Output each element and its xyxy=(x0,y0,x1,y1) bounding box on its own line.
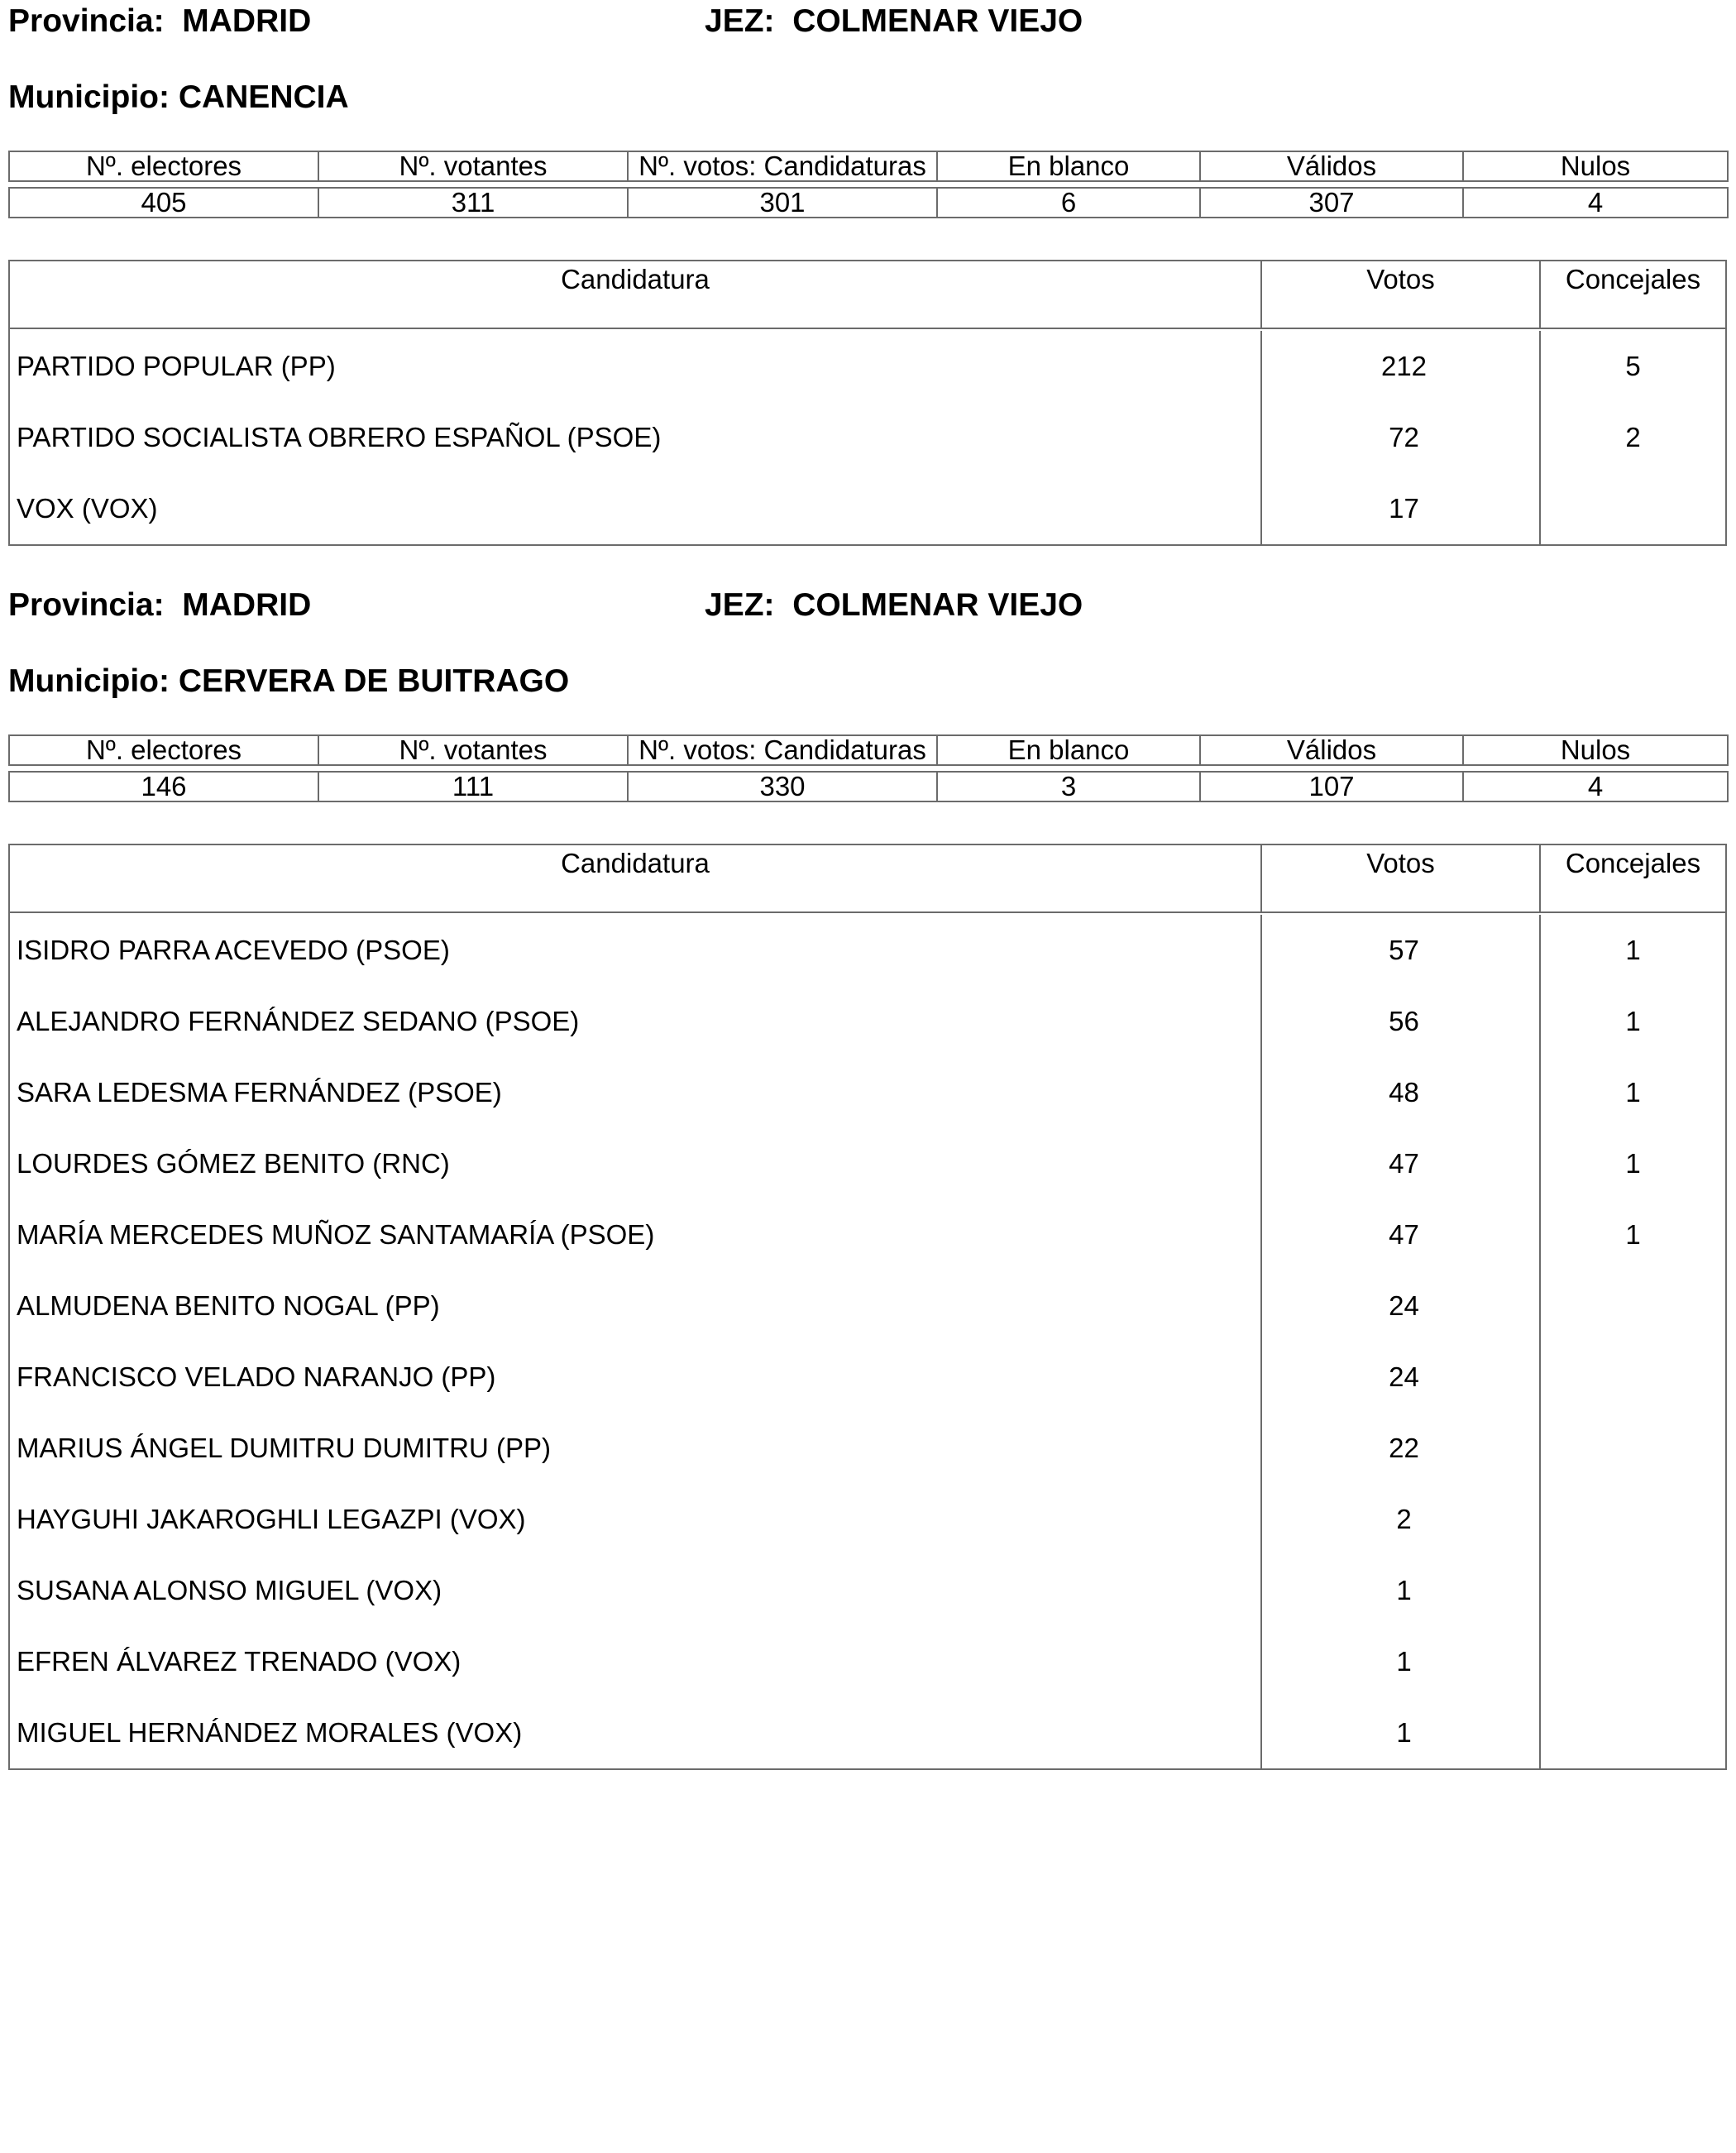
municipio-value: CERVERA DE BUITRAGO xyxy=(178,663,570,699)
stats-en-blanco: 6 xyxy=(937,188,1200,218)
candidatura-concejales xyxy=(1541,1484,1725,1555)
table-row xyxy=(10,1057,1725,1128)
stats-table xyxy=(8,151,1729,218)
candidatura-name: ALEJANDRO FERNÁNDEZ SEDANO (PSOE) xyxy=(10,986,1262,1057)
stats-header-validos: Válidos xyxy=(1200,735,1463,765)
provincia-label: Provincia: xyxy=(8,3,165,39)
municipio-section-cervera-de-buitrago xyxy=(8,584,1727,1775)
candidatura-votos: 1 xyxy=(1262,1697,1541,1768)
candidatura-concejales: 1 xyxy=(1625,1148,1641,1179)
candidatura-name: MARÍA MERCEDES MUÑOZ SANTAMARÍA (PSOE) xyxy=(10,1199,1262,1270)
candidatura-concejales xyxy=(1541,1413,1725,1484)
candidatura-name: MARIUS ÁNGEL DUMITRU DUMITRU (PP) xyxy=(10,1413,1262,1484)
table-row xyxy=(10,331,1725,402)
candidatura-concejales: 2 xyxy=(1625,422,1641,452)
candidatura-votos: 1 xyxy=(1262,1626,1541,1697)
table-row xyxy=(10,1555,1725,1626)
stats-header-votantes: Nº. votantes xyxy=(318,735,628,765)
header-votos: Votos xyxy=(1262,261,1541,328)
table-row xyxy=(10,1484,1725,1555)
header-concejales: Concejales xyxy=(1565,848,1701,878)
candidatura-concejales xyxy=(1541,1626,1725,1697)
candidatura-votos: 57 xyxy=(1262,915,1541,986)
table-row xyxy=(10,1342,1725,1413)
stats-votantes: 111 xyxy=(318,772,628,801)
stats-validos: 307 xyxy=(1200,188,1463,218)
candidatura-concejales: 1 xyxy=(1625,935,1641,965)
table-row xyxy=(10,1270,1725,1342)
candidatura-concejales xyxy=(1541,1697,1725,1768)
stats-votos-candidaturas: 330 xyxy=(628,772,937,801)
table-row xyxy=(10,1413,1725,1484)
table-row xyxy=(10,473,1725,544)
candidatura-concejales: 1 xyxy=(1625,1077,1641,1108)
stats-header-nulos: Nulos xyxy=(1463,151,1728,181)
candidatura-votos: 212 xyxy=(1262,331,1541,402)
candidatura-concejales: 5 xyxy=(1625,351,1641,381)
jez-line xyxy=(705,587,1083,624)
stats-header-nulos: Nulos xyxy=(1463,735,1728,765)
jez-label: JEZ: xyxy=(705,3,775,39)
municipio-label: Municipio: xyxy=(8,79,170,115)
candidatura-votos: 56 xyxy=(1262,986,1541,1057)
candidaturas-header xyxy=(10,261,1725,329)
candidatura-concejales: 1 xyxy=(1625,1006,1641,1036)
provincia-line xyxy=(8,3,311,40)
candidatura-votos: 47 xyxy=(1262,1199,1541,1270)
candidaturas-header xyxy=(10,845,1725,913)
stats-votantes: 311 xyxy=(318,188,628,218)
candidatura-concejales xyxy=(1541,1270,1725,1342)
candidatura-votos: 48 xyxy=(1262,1057,1541,1128)
stats-header-row xyxy=(9,735,1728,765)
stats-nulos: 4 xyxy=(1463,772,1728,801)
candidatura-name: MIGUEL HERNÁNDEZ MORALES (VOX) xyxy=(10,1697,1262,1768)
candidatura-name: LOURDES GÓMEZ BENITO (RNC) xyxy=(10,1128,1262,1199)
candidatura-name: SUSANA ALONSO MIGUEL (VOX) xyxy=(10,1555,1262,1626)
provincia-label: Provincia: xyxy=(8,587,165,623)
provincia-value: MADRID xyxy=(182,587,312,623)
stats-header-en-blanco: En blanco xyxy=(937,151,1200,181)
municipio-section-canencia xyxy=(8,0,1727,546)
candidatura-name: PARTIDO SOCIALISTA OBRERO ESPAÑOL (PSOE) xyxy=(10,402,1262,473)
jez-line xyxy=(705,3,1083,40)
candidatura-votos: 72 xyxy=(1262,402,1541,473)
candidaturas-table xyxy=(8,844,1727,1770)
stats-header-votos-candidaturas: Nº. votos: Candidaturas xyxy=(628,151,937,181)
header-candidatura: Candidatura xyxy=(10,845,1262,911)
candidaturas-body xyxy=(10,329,1725,544)
provincia-line xyxy=(8,587,311,624)
stats-validos: 107 xyxy=(1200,772,1463,801)
jez-value: COLMENAR VIEJO xyxy=(792,587,1083,623)
stats-header-electores: Nº. electores xyxy=(9,735,318,765)
candidatura-name: EFREN ÁLVAREZ TRENADO (VOX) xyxy=(10,1626,1262,1697)
stats-header-validos: Válidos xyxy=(1200,151,1463,181)
table-row xyxy=(10,986,1725,1057)
candidatura-name: HAYGUHI JAKAROGHLI LEGAZPI (VOX) xyxy=(10,1484,1262,1555)
table-row xyxy=(10,915,1725,986)
candidatura-votos: 47 xyxy=(1262,1128,1541,1199)
candidatura-concejales xyxy=(1541,1342,1725,1413)
candidatura-votos: 17 xyxy=(1262,473,1541,544)
candidatura-concejales xyxy=(1541,473,1725,544)
candidatura-name: ALMUDENA BENITO NOGAL (PP) xyxy=(10,1270,1262,1342)
stats-header-electores: Nº. electores xyxy=(9,151,318,181)
stats-header-votantes: Nº. votantes xyxy=(318,151,628,181)
candidatura-name: PARTIDO POPULAR (PP) xyxy=(10,331,1262,402)
provincia-value: MADRID xyxy=(182,3,312,39)
candidatura-votos: 22 xyxy=(1262,1413,1541,1484)
stats-nulos: 4 xyxy=(1463,188,1728,218)
stats-votos-candidaturas: 301 xyxy=(628,188,937,218)
candidatura-name: FRANCISCO VELADO NARANJO (PP) xyxy=(10,1342,1262,1413)
table-row xyxy=(10,1128,1725,1199)
candidaturas-body xyxy=(10,913,1725,1768)
header-votos: Votos xyxy=(1262,845,1541,911)
header-candidatura: Candidatura xyxy=(10,261,1262,328)
stats-header-votos-candidaturas: Nº. votos: Candidaturas xyxy=(628,735,937,765)
jez-label: JEZ: xyxy=(705,587,775,623)
table-row xyxy=(10,1199,1725,1270)
candidatura-votos: 2 xyxy=(1262,1484,1541,1555)
header-concejales: Concejales xyxy=(1565,264,1701,294)
municipio-line xyxy=(8,663,569,700)
candidatura-votos: 24 xyxy=(1262,1342,1541,1413)
stats-electores: 405 xyxy=(9,188,318,218)
table-row xyxy=(10,1697,1725,1768)
municipio-value: CANENCIA xyxy=(178,79,349,115)
candidatura-concejales: 1 xyxy=(1625,1219,1641,1250)
stats-value-row xyxy=(9,188,1728,218)
candidatura-votos: 1 xyxy=(1262,1555,1541,1626)
candidatura-name: SARA LEDESMA FERNÁNDEZ (PSOE) xyxy=(10,1057,1262,1128)
table-row xyxy=(10,402,1725,473)
table-row xyxy=(10,1626,1725,1697)
municipio-line xyxy=(8,79,349,116)
stats-header-en-blanco: En blanco xyxy=(937,735,1200,765)
stats-en-blanco: 3 xyxy=(937,772,1200,801)
stats-value-row xyxy=(9,772,1728,801)
stats-table xyxy=(8,734,1729,802)
candidatura-name: VOX (VOX) xyxy=(10,473,1262,544)
jez-value: COLMENAR VIEJO xyxy=(792,3,1083,39)
municipio-label: Municipio: xyxy=(8,663,170,699)
candidatura-votos: 24 xyxy=(1262,1270,1541,1342)
candidaturas-table xyxy=(8,260,1727,546)
stats-electores: 146 xyxy=(9,772,318,801)
candidatura-name: ISIDRO PARRA ACEVEDO (PSOE) xyxy=(10,915,1262,986)
stats-header-row xyxy=(9,151,1728,181)
candidatura-concejales xyxy=(1541,1555,1725,1626)
